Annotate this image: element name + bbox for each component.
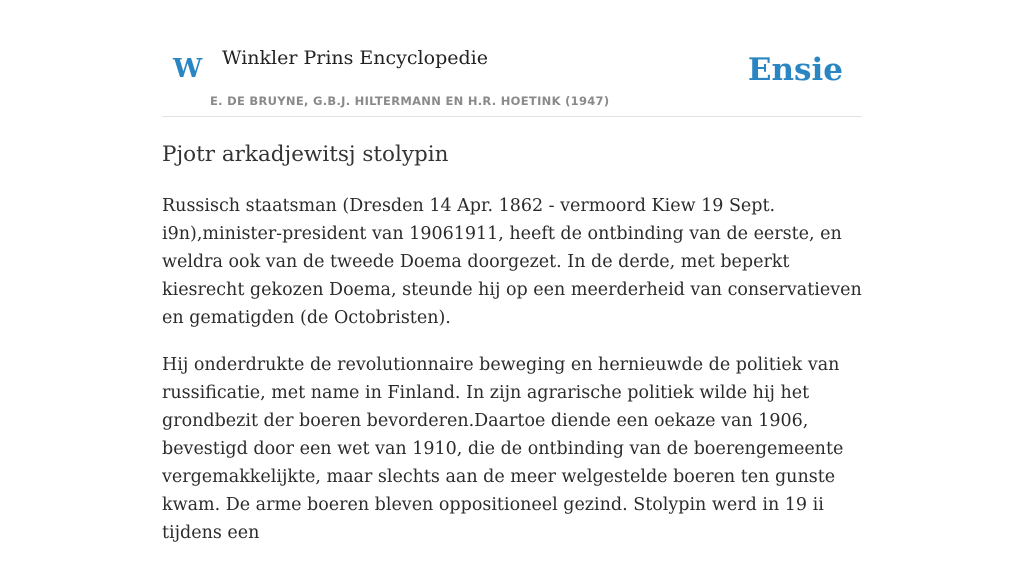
content-container — [162, 0, 862, 543]
article-paragraph: Hij onderdrukte de revolutionnaire beweging en hernieuwde de politiek van russificatie, met name in Finland. In zijn agrarische politiek wilde hij het grondbezit der boeren bevorderen.Daartoe diende een oekaze van 1906, bevestigd door een wet van 1910, die de ontbinding van de boerengemeente vergemakkelijkte, maar slechts aan de meer welgestelde boeren ten gunste kwam. De arme boeren bleven oppositioneel gezind. Stolypin werd in 19 ii tijdens een — [162, 355, 844, 543]
site-title[interactable]: Winkler Prins Encyclopedie — [222, 47, 488, 69]
site-header — [162, 0, 862, 117]
article-title: Pjotr arkadjewitsj stolypin — [162, 142, 449, 167]
article-body — [162, 192, 862, 566]
article-paragraph: Russisch staatsman (Dresden 14 Apr. 1862 - vermoord Kiew 19 Sept. i9n),minister-president van 19061911, heeft de ontbinding van de eerste, en weldra ook van de tweede Doema doorgezet. In de derde, met beperkt kiesrecht gekozen Doema, steunde hij op een meerderheid van conservatieven en gematigden (de Octobristen). — [162, 196, 862, 328]
winkler-prins-logo-icon[interactable]: W — [173, 54, 203, 84]
ensie-logo-link[interactable]: Ensie — [747, 52, 843, 88]
authors-line: E. DE BRUYNE, G.B.J. HILTERMANN EN H.R. HOETINK (1947) — [210, 94, 610, 108]
